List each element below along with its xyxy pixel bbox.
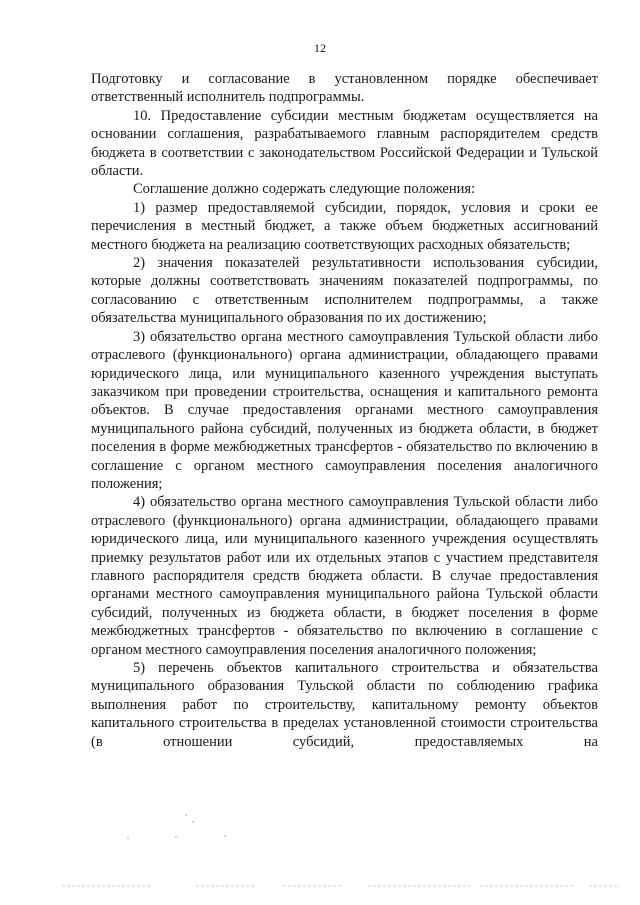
- list-item-3: 3) обязательство органа местного самоуправления Тульской области либо отраслевого (функционального) органа администрации, обладающего правами юридического лица, или муниципального казенного учреждения выступать заказчиком при проведении строительства, оснащения и капитального ремонта объектов. В случае предоставления органами местного самоуправления муниципального района субсидий, полученных из бюджета области, в бюджет поселения в форме межбюджетных трансфертов - обязательство по включению в соглашение с органом местного самоуправления поселения аналогичного положения;: [91, 328, 598, 492]
- paragraph-item-10: 10. Предоставление субсидии местным бюджетам осуществляется на основании соглашения, разрабатываемого главным распорядителем средств бюджета в соответствии с законодательством Российской Федерации и Тульской области.: [91, 107, 598, 180]
- paragraph-agreement-intro: Соглашение должно содержать следующие положения:: [133, 181, 476, 198]
- list-item-1: 1) размер предоставляемой субсидии, порядок, условия и сроки ее перечисления в местный бюджет, а также объем бюджетных ассигнований местного бюджета на реализацию соответствующих расходных обязательств;: [91, 199, 598, 253]
- list-item-2: 2) значения показателей результативности использования субсидии, которые должны соответствовать значениям показателей подпрограммы, по согласованию с ответственным исполнителем подпрограммы, а также обязательства муниципального образования по их достижению;: [91, 255, 598, 327]
- list-item-4: 4) обязательство органа местного самоуправления Тульской области либо отраслевого (функционального) органа администрации, обладающего правами юридического лица, или муниципального казенного учреждения осуществлять приемку результатов работ или их отдельных этапов с участием представителя главного распорядителя средств бюджета области. В случае предоставления органами местного самоуправления муниципального района Тульской области субсидий, полученных из бюджета области, в бюджет поселения в форме межбюджетных трансфертов - обязательство по включению в соглашение с органом местного самоуправления поселения аналогичного положения;: [91, 494, 598, 658]
- list-item-5: 5) перечень объектов капитального строительства и обязательства муниципального образования Тульской области по соблюдению графика выполнения работ по строительству, капитальному ремонту объектов капитального строительства в пределах установленной стоимости строительства (в отношении субсидий, предоставляемых на: [91, 660, 598, 750]
- paragraph-continuation: Подготовку и согласование в установленном порядке обеспечивает ответственный исполнитель подпрограммы.: [91, 71, 598, 106]
- page-number: 12: [314, 41, 326, 55]
